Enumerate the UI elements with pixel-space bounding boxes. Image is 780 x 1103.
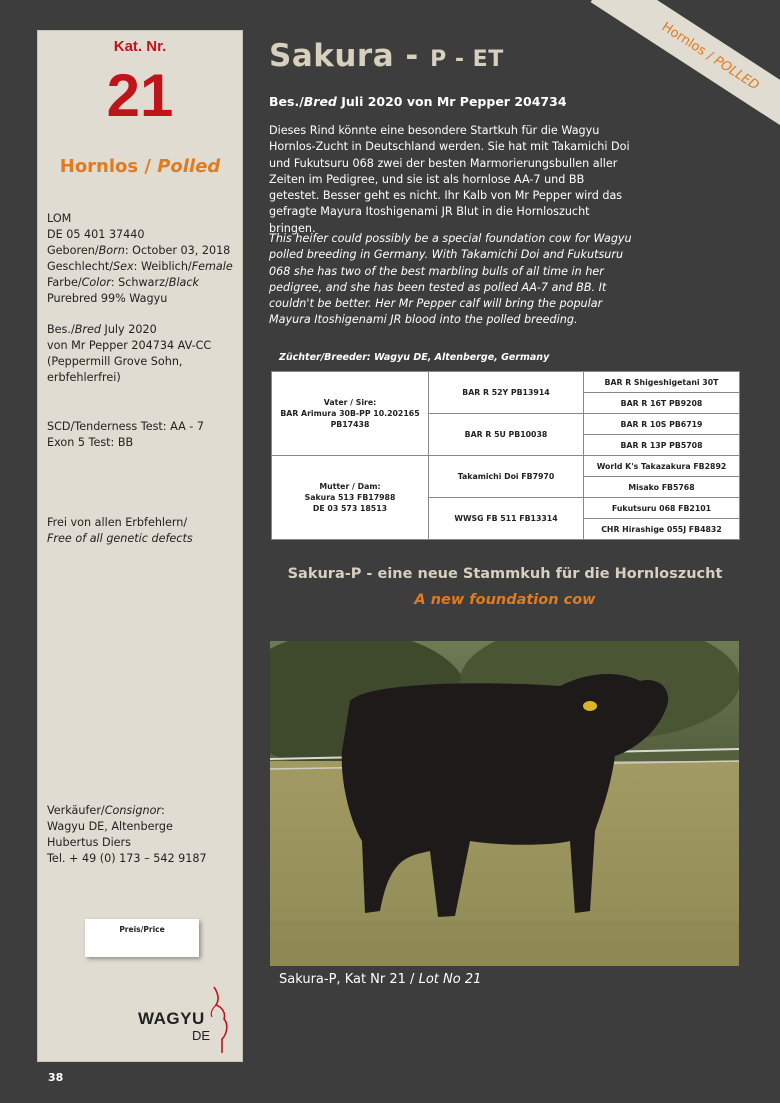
bred-info — [47, 322, 237, 386]
headline-english: A new foundation cow — [414, 592, 596, 608]
corner-polled-tag: Hornlos / POLLED — [591, 0, 780, 144]
free-of-defects-en: Free of all genetic defects — [47, 532, 193, 545]
dam-id: DE 03 573 18513 — [312, 504, 388, 513]
bred-sire-note: (Peppermill Grove Sohn, erbfehlerfrei) — [47, 355, 183, 384]
page-number: 38 — [48, 1071, 64, 1084]
cow-photo — [270, 641, 739, 966]
exon-test: Exon 5 Test: BB — [47, 436, 134, 449]
free-of-defects-de: Frei von allen Erbfehlern/ — [47, 516, 188, 529]
animal-details — [47, 211, 237, 307]
polled-label: Hornlos / Polled — [59, 156, 221, 177]
purebred-percentage: Purebred 99% Wagyu — [47, 292, 168, 305]
sire-label: Vater / Sire: — [323, 398, 377, 407]
birth-date: Geboren/Born: October 03, 2018 — [47, 244, 231, 257]
sire-id: PB17438 — [330, 420, 370, 429]
price-box: Preis/Price — [85, 919, 199, 957]
dam-label: Mutter / Dam: — [319, 482, 381, 491]
dam-sire-cell: Takamichi Doi FB7970 — [429, 456, 584, 498]
sex: Geschlecht/Sex: Weiblich/Female — [47, 260, 233, 273]
lom-label: LOM — [47, 212, 72, 225]
dam-name: Sakura 513 FB17988 — [304, 493, 396, 502]
dss-cell: World K's Takazakura FB2892 — [584, 456, 740, 477]
description-english: This heifer could possibly be a special foundation cow for Wagyu polled breeding in Germany. With Takamichi Doi and Fukutsuru 068 she has two of the best marbling bulls of all time in her pedigree, and she has been tested as polled AA-7 and BB. It couldn't be better. Her Mr Pepper calf will bring the popular Mayura Itoshigenami JR blood into the polled breeding. — [269, 232, 632, 327]
wagyu-de-logo — [136, 983, 236, 1055]
sds-cell: BAR R 10S PB6719 — [584, 414, 740, 435]
lot-title: Sakura - P - ET — [269, 38, 504, 74]
test-results — [47, 419, 237, 451]
catalog-number: 21 — [106, 62, 174, 129]
bred-date: Bes./Bred July 2020 — [47, 323, 157, 336]
consignor-name: Wagyu DE, Altenberge — [47, 820, 173, 833]
description-german: Dieses Rind könnte eine besondere Startkuh für die Wagyu Hornlos-Zucht in Deutschland werden. Sie hat mit Takamichi Doi und Fukutsuru 068 zwei der besten Marmorierungsbullen aller Zeiten im Pedigree, und sie ist als hornlose AA-7 und BB getestet. Besser geht es nicht. Ihr Kalb von Mr Pepper wird das gefragte Mayura Itoshigenami JR Blut in die Hornloszucht bringen. — [269, 124, 630, 235]
sire-dam-cell: BAR R 5U PB10038 — [429, 414, 584, 456]
consignor-person: Hubertus Diers — [47, 836, 131, 849]
sire-sire-cell: BAR R 52Y PB13914 — [429, 372, 584, 414]
dam-cell — [272, 456, 429, 540]
dam-dam-cell: WWSG FB 511 FB13314 — [429, 498, 584, 540]
sss-cell: BAR R Shigeshigetani 30T — [584, 372, 740, 393]
headline-german: Sakura-P - eine neue Stammkuh für die Hornloszucht — [287, 566, 723, 582]
sire-cell — [272, 372, 429, 456]
scd-test: SCD/Tenderness Test: AA - 7 — [47, 420, 205, 433]
consignor-label: Verkäufer/Consignor: — [47, 804, 165, 817]
photo-caption: Sakura-P, Kat Nr 21 / Lot No 21 — [279, 972, 482, 987]
catalog-number-label: Kat. Nr. — [113, 38, 167, 55]
lot-info-sidebar — [37, 30, 243, 1062]
bred-line: Bes./Bred Juli 2020 von Mr Pepper 204734 — [269, 94, 567, 109]
pedigree-table — [271, 371, 740, 540]
color: Farbe/Color: Schwarz/Black — [47, 276, 200, 289]
breeder-line: Züchter/Breeder: Wagyu DE, Altenberge, Germany — [279, 352, 550, 363]
ddd-cell: CHR Hirashige 055J FB4832 — [584, 519, 740, 540]
dsd-cell: Misako FB5768 — [584, 477, 740, 498]
genetic-defects-note — [47, 515, 237, 547]
logo-de-text: DE — [192, 1028, 211, 1043]
cow-photo-illustration — [270, 641, 739, 966]
sdd-cell: BAR R 13P PB5708 — [584, 435, 740, 456]
registration-number: DE 05 401 37440 — [47, 228, 145, 241]
ssd-cell: BAR R 16T PB9208 — [584, 393, 740, 414]
consignor-info — [47, 803, 237, 867]
sire-name: BAR Arimura 30B-PP 10.202165 — [280, 409, 420, 418]
consignor-phone: Tel. + 49 (0) 173 – 542 9187 — [47, 852, 207, 865]
logo-wagyu-text: WAGYU — [138, 1009, 205, 1028]
bred-sire: von Mr Pepper 204734 AV-CC — [47, 339, 212, 352]
dds-cell: Fukutsuru 068 FB2101 — [584, 498, 740, 519]
